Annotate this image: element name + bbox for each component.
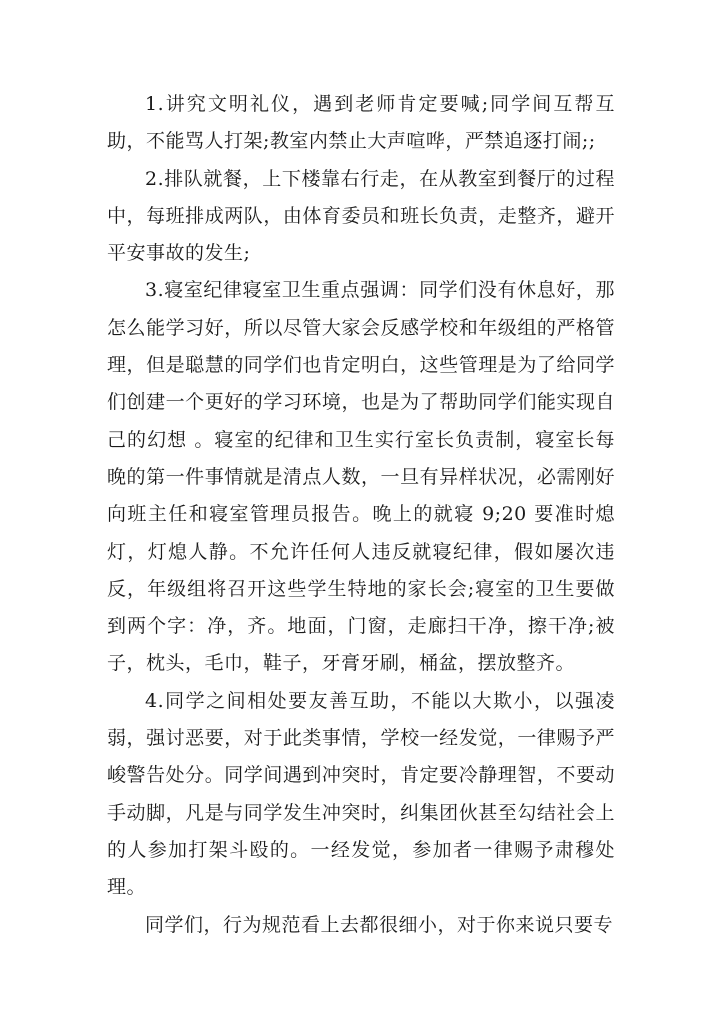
document-body [107, 86, 615, 944]
paragraph-1: 1.讲究文明礼仪，遇到老师肯定要喊;同学间互帮互助，不能骂人打架;教室内禁止大声喧哗，严禁追逐打闹;; [107, 93, 615, 153]
paragraph-3: 3.寝室纪律寝室卫生重点强调：同学们没有休息好，那怎么能学习好，所以尽管大家会反感学校和年级组的严格管理，但是聪慧的同学们也肯定明白，这些管理是为了给同学们创建一个更好的学习环境，也是为了帮助同学们能实现自己的幻想 。寝室的纪律和卫生实行室长负责制，寝室长每晚的第一件事情就是清点人数，一旦有异样状况，必需刚好向班主任和寝室管理员报告。晚上的就寝 9;20 要准时熄灯，灯熄人静。不允许任何人违反就寝纪律，假如屡次违反，年级组将召开这些学生特地的家长会;寝室的卫生要做到两个字：净，齐。地面，门窗，走廊扫干净，擦干净;被子，枕头，毛巾，鞋子，牙膏牙刷，桶盆，摆放整齐。 [107, 279, 615, 675]
paragraph-4: 4.同学之间相处要友善互助，不能以大欺小，以强凌弱，强讨恶要，对于此类事情，学校一经发觉，一律赐予严峻警告处分。同学间遇到冲突时，肯定要冷静理智，不要动手动脚，凡是与同学发生冲突时，纠集团伙甚至勾结社会上的人参加打架斗殴的。一经发觉，参加者一律赐予肃穆处理。 [107, 689, 615, 899]
paragraph-5: 同学们，行为规范看上去都很细小，对于你来说只要专 [145, 913, 614, 936]
paragraph-2: 2.排队就餐，上下楼靠右行走，在从教室到餐厅的过程中，每班排成两队，由体育委员和班长负责，走整齐，避开平安事故的发生; [107, 167, 615, 265]
